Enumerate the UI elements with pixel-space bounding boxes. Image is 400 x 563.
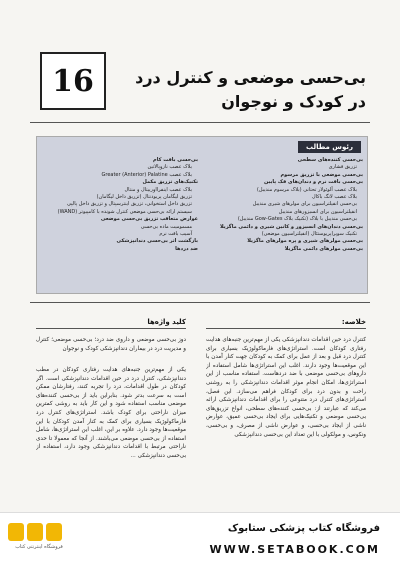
keywords-heading: کلید واژه‌ها xyxy=(36,318,186,329)
outline-item: بلاک عصب اینفرااوربیتال و منتال xyxy=(124,186,192,193)
outline-item: تزریق لیگامان پریودنتال (تزریق داخل لیگامان) xyxy=(96,194,192,201)
outline-item: تکنیک سوپراپریوستئال (انفیلتراسیون موضعی) xyxy=(261,231,357,238)
outline-item: تزریق فشاری xyxy=(328,164,357,171)
outline-item: بی‌حسی مولرهای شیری و پره مولرهای ماگزیلا xyxy=(247,238,363,245)
outline-header: رئوس مطالب xyxy=(298,141,361,153)
outline-item: بازگشت اثر بی‌حسی دندانپزشکی xyxy=(116,238,198,245)
outline-item: بی‌حسی بافت نرم و دندان‌های فک پایین xyxy=(263,179,363,186)
title-divider xyxy=(30,122,370,123)
outline-item: سیستم ارائه بی‌حسی موضعی کنترل شونده با کامپیوتر (WAND) xyxy=(57,208,192,215)
outline-item: بی‌حسی بافت کام xyxy=(153,157,198,163)
outline-item: مسمومیت ماده بی‌حسی xyxy=(140,223,192,230)
intro-paragraph: یکی از مهم‌ترین جنبه‌های هدایت رفتاری کودکان در مطب دندانپزشکی، کنترل درد در حین اقدامات دندانپزشکی است. اگر کودکان در طول اقدامات، درد را تجربه کنند، رفتارشان ممکن است به سرعت بدتر شود. بنابراین باید از بی‌حسی کننده‌های موضعی مناسب استفاده شود و این کار باید به روشی کمترین میزان ناراحتی برای کودک باشد. استراتژی‌های کنترل درد فارماکولوژیک بسیاری برای کمک به کنار آمدن کودکان با این موقعیت‌ها وجود دارد. علاوه بر این، اغلب این استراتژی‌ها، شامل استفاده از بی‌حسی موضعی می‌باشند. از آنجا که معمولا تا حدی ناراحتی مرتبط با اقدامات دندانپزشکی وجود دارد، استفاده از بی‌حسی دندانپزشکی ... xyxy=(36,367,186,459)
outline-item: بلاک عصب نازوپالاتین xyxy=(147,164,192,171)
chapter-outline-box xyxy=(36,136,368,294)
outline-item: بی‌حسی موضعی با تزریق مرسوم xyxy=(280,171,363,178)
outline-item: بی‌حسی دندان‌های انسیزور و کانین شیری و دائمی ماگزیلا xyxy=(220,223,363,230)
chapter-title: بی‌حسی موضعی و کنترل درد در کودک و نوجوان xyxy=(135,68,366,111)
outline-columns xyxy=(41,157,363,289)
keywords-paragraph: دوز بی‌حسی موضعی و داروی ضد درد؛ بی‌حسی موضعی؛ کنترل و مدیریت درد در بیماران دندانپزشکی کودک و نوجوان xyxy=(36,337,186,352)
shop-url-link[interactable]: WWW.SETABOOK.COM xyxy=(209,543,380,556)
outline-item: عوارض متعاقب تزریق بی‌حسی موضعی xyxy=(100,216,198,223)
summary-paragraph: کنترل درد حین اقدامات دندانپزشکی یکی از مهم‌ترین جنبه‌های هدایت رفتاری کودکان است. استراتژی‌های فارماکولوژیک بسیاری برای کنترل درد قبل و بعد از عمل برای کمک به کودکان جهت کنار آمدن با این موقعیت‌ها وجود دارند. اغلب این استراتژی‌ها شامل استفاده از داروهای بی‌حسی موضعی با ضد دردهاست. استفاده مناسب از این استراتژی‌ها، امکان انجام موثر اقدامات دندانپزشکی را به روشنی راحت و بدون درد برای کودکان فراهم می‌سازد. این فصل، استراتژی‌های کنترل درد متنوعی را برای اقدامات دندانپزشکی ارائه می‌کند که عبارتند از: بی‌حسی کننده‌های سطحی، انواع تزریق‌های بی‌حسی موضعی و تکنیک‌هایی برای ایجاد بی‌حسی عمیق، عوارض ناشی از ایجاد بی‌حسی، و عوارض ناشی از مصرف، و بی‌حسی، ونکوس، و مولکولی با این تعداد این بی‌حسی دندانپزشکی xyxy=(206,337,366,438)
shop-name: فروشگاه کتاب پزشکی ستابوک xyxy=(227,523,380,534)
summary-heading: خلاصه: xyxy=(206,318,366,329)
outline-item: ضد دردها xyxy=(175,245,198,252)
outline-left-column xyxy=(41,157,198,289)
outline-item: تزریق داخل استخوانی، تزریق اینترسپتال و تزریق داخل پالپی xyxy=(67,201,192,208)
outline-item: بلاک عصب Greater (Anterior) Palatine xyxy=(101,171,192,178)
chapter-number: 16 xyxy=(52,63,94,99)
logo-subtitle: فروشگاه اینترنتی کتاب xyxy=(15,544,63,550)
outline-right-column xyxy=(206,157,363,289)
setabook-logo xyxy=(8,523,70,557)
footer-banner xyxy=(0,512,400,563)
outline-item: بلاک عصب آلوئولار تحتانی (بلاک مرسوم مندیبل) xyxy=(256,186,357,193)
outline-item: تکنیک‌های تزریق مکمل xyxy=(142,179,198,186)
logo-mark-icon xyxy=(8,523,70,541)
outline-item: بی‌حسی مولرهای دائمی ماگزیلا xyxy=(284,245,363,252)
section-divider xyxy=(30,302,370,303)
outline-item: انفیلتراسیون برای انسیزورهای مندیبل xyxy=(278,208,357,215)
outline-item: بلاک عصب لانگ باکال xyxy=(311,194,357,201)
outline-item: آسیب بافت نرم xyxy=(159,231,192,238)
outline-item: بی‌حسی مندیبل با بلاک (تکنیک بلاک Gow-Gates مندیبل) xyxy=(237,216,357,223)
outline-item: بی‌حسی انفیلتراسیون برای مولرهای شیری مندیبل xyxy=(252,201,357,208)
chapter-number-box xyxy=(40,52,106,110)
outline-item: بی‌حسی کننده‌های سطحی xyxy=(297,157,363,163)
